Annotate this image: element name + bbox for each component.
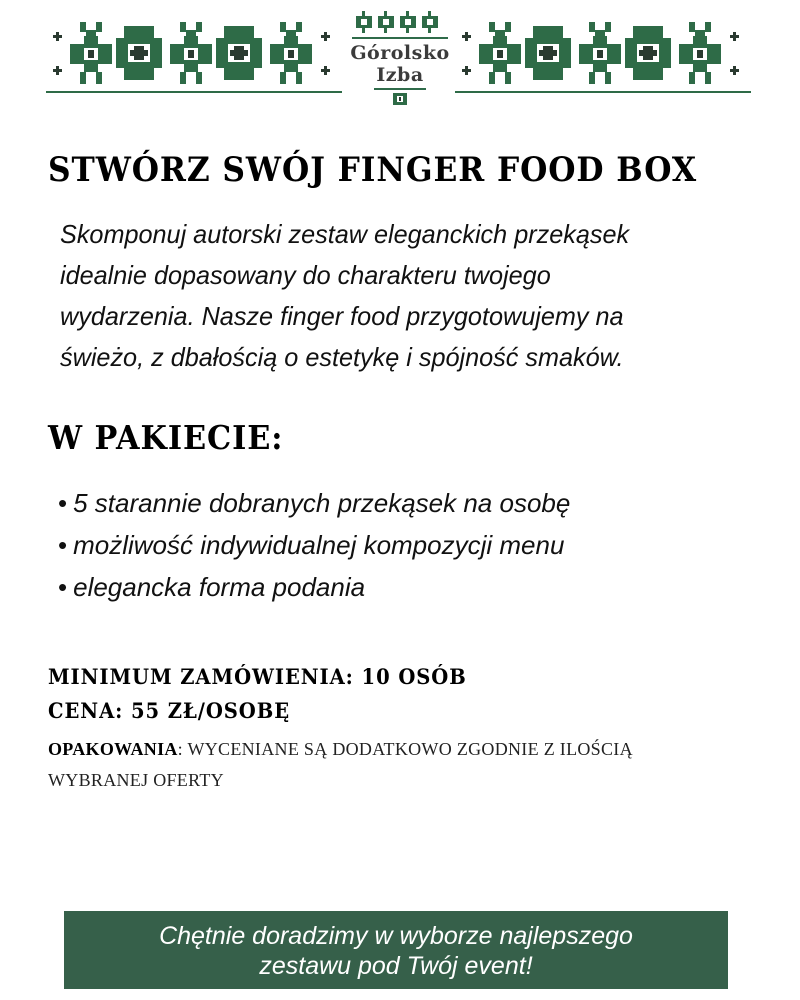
brand-name-line1: Górolsko <box>350 42 450 64</box>
logo-small-ornament-icon <box>390 91 410 107</box>
cta-banner <box>64 911 728 989</box>
package-heading: W PAKIECIE: <box>48 418 284 457</box>
packaging-label: OPAKOWANIA <box>48 739 178 759</box>
logo-divider-top <box>352 37 448 39</box>
packaging-text: : WYCENIANE SĄ DODATKOWO ZGODNIE Z ILOŚCIĄ WYBRANEJ OFERTY <box>48 739 633 790</box>
logo-ornament-icon <box>340 10 460 38</box>
folk-pattern-left-icon <box>46 18 342 94</box>
list-item-text: elegancka forma podania <box>73 572 366 602</box>
cta-line2: zestawu pod Twój event! <box>259 952 533 980</box>
intro-line: Skomponuj autorski zestaw eleganckich przekąsek <box>60 219 630 249</box>
cta-line1: Chętnie doradzimy w wyborze najlepszego <box>159 922 633 950</box>
folk-pattern-right-icon <box>455 18 751 94</box>
intro-line: idealnie dopasowany do charakteru twojego <box>60 260 551 290</box>
list-item-text: możliwość indywidualnej kompozycji menu <box>73 530 565 560</box>
brand-logo <box>340 8 460 108</box>
header <box>0 0 800 110</box>
page-title: STWÓRZ SWÓJ FINGER FOOD BOX <box>48 150 698 190</box>
bullet-icon: • <box>58 488 68 518</box>
list-item <box>58 524 570 566</box>
intro-line: świeżo, z dbałością o estetykę i spójność smaków. <box>60 342 624 372</box>
price: CENA: 55 ZŁ/OSOBĘ <box>48 698 291 723</box>
packaging-note <box>48 734 728 796</box>
bullet-icon: • <box>58 572 68 602</box>
intro-paragraph <box>60 214 760 378</box>
minimum-order: MINIMUM ZAMÓWIENIA: 10 OSÓB <box>48 664 467 689</box>
list-item <box>58 482 570 524</box>
brand-name-line2: Izba <box>376 64 424 86</box>
intro-line: wydarzenia. Nasze finger food przygotowujemy na <box>60 301 624 331</box>
logo-divider-bottom <box>374 88 426 90</box>
list-item <box>58 566 570 608</box>
list-item-text: 5 starannie dobranych przekąsek na osobę <box>73 488 571 518</box>
bullet-icon: • <box>58 530 68 560</box>
package-list <box>58 482 570 608</box>
